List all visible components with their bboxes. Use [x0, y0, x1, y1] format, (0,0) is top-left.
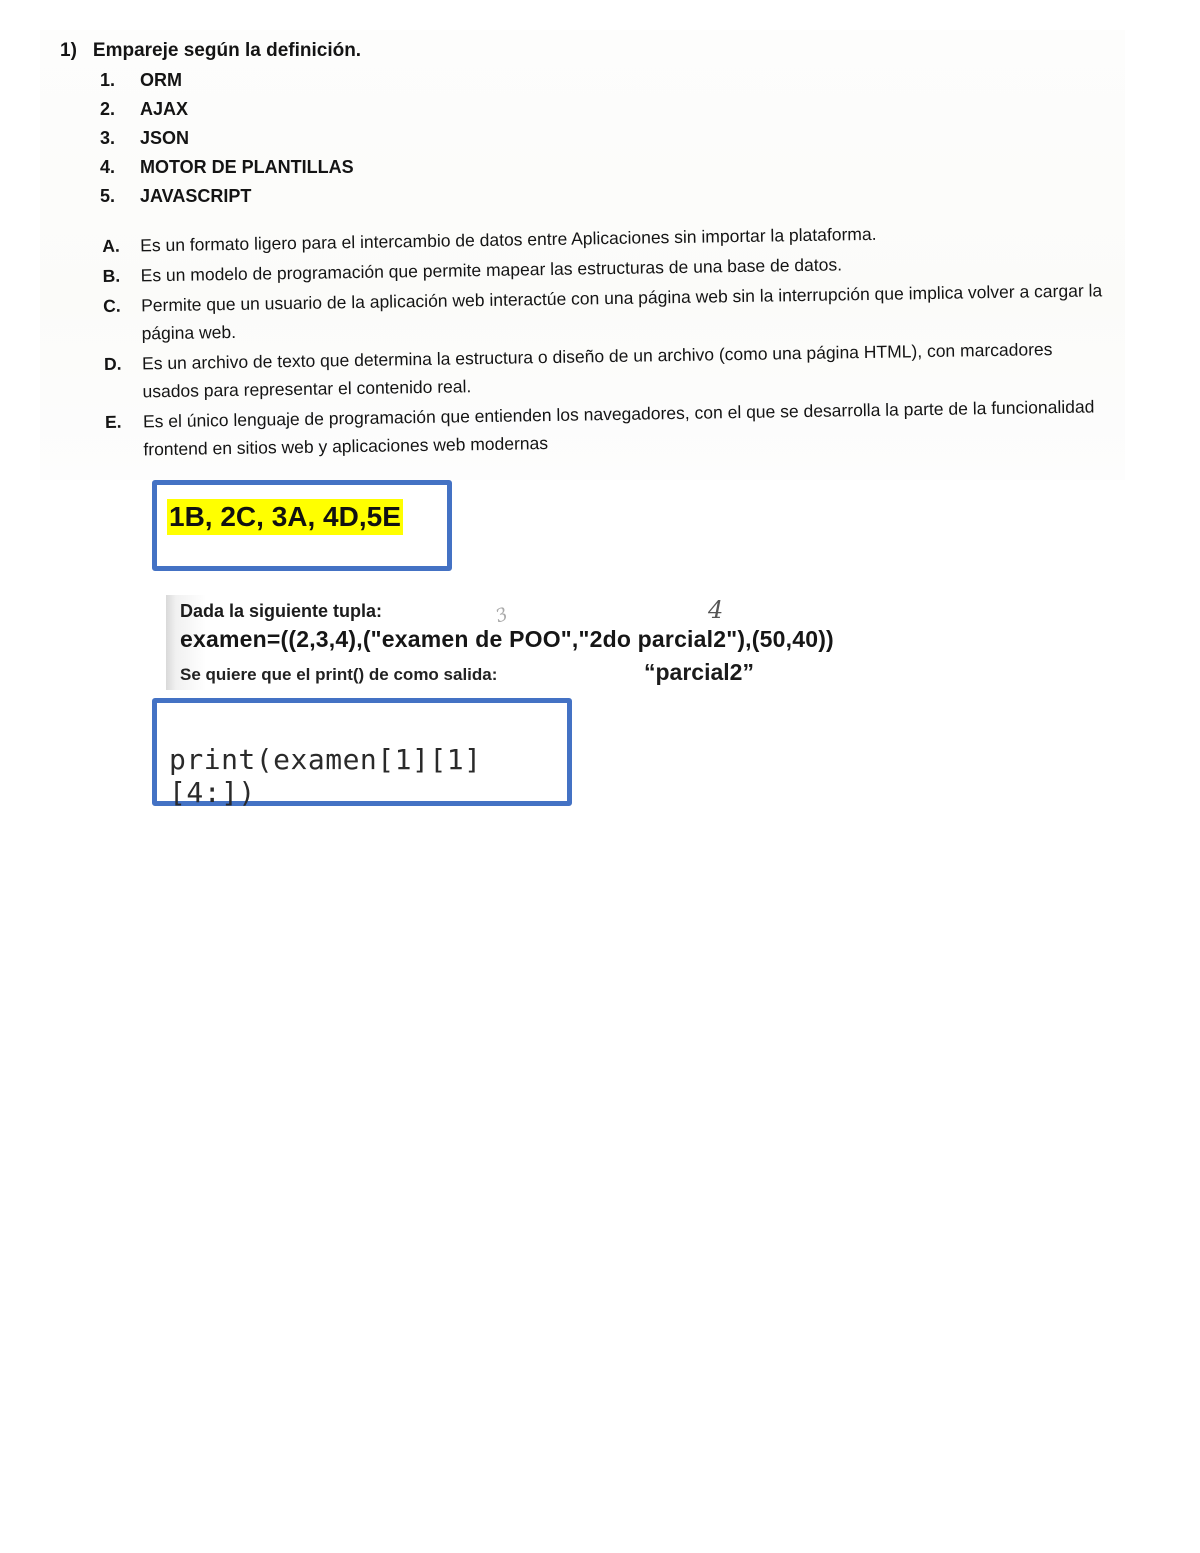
term-number: 1.	[100, 70, 116, 90]
definition-letter: D.	[103, 353, 122, 374]
question-number: 1)	[60, 40, 77, 61]
definition-text: Es un archivo de texto que determina la estructura o diseño de un archivo (como una página HTML), con marcadores usados para representar el contenido real.	[141, 339, 1053, 402]
term-label: ORM	[140, 70, 182, 90]
term-item	[100, 99, 354, 128]
answer-box-1	[152, 480, 452, 571]
term-item	[100, 128, 354, 157]
term-number: 5.	[100, 186, 116, 206]
tuple-intro: Dada la siguiente tupla:	[180, 601, 383, 621]
definition-letter: E.	[104, 411, 122, 432]
terms-list	[100, 70, 354, 215]
tuple-code: examen=((2,3,4),("examen de POO","2do parcial2"),(50,40))	[180, 626, 834, 652]
term-label: JSON	[140, 128, 190, 148]
definition-letter: B.	[102, 265, 121, 286]
answer-box-2	[152, 698, 572, 809]
term-label: AJAX	[140, 99, 189, 119]
term-number: 4.	[100, 157, 116, 177]
expected-output: “parcial2”	[644, 659, 754, 685]
term-label: JAVASCRIPT	[140, 186, 252, 206]
definition-text: Es el único lenguaje de programación que entienden los navegadores, con el que se desarrolla la parte de la funcionalidad frontend en sitios web y aplicaciones web modernas	[142, 396, 1095, 460]
answer-2-code: print(examen[1][1][4:])	[169, 743, 482, 809]
definition-text: Es un formato ligero para el intercambio de datos entre Aplicaciones sin importar la plataforma.	[140, 223, 877, 256]
definition-text: Permite que un usuario de la aplicación web interactúe con una página web sin la interrupción que implica volver a cargar la página web.	[141, 280, 1103, 344]
answer-1-text: 1B, 2C, 3A, 4D,5E	[167, 499, 403, 535]
term-item	[100, 70, 354, 99]
term-item	[100, 157, 354, 186]
definition-letter: A.	[102, 235, 120, 256]
definition-letter: C.	[103, 295, 121, 316]
handwritten-mark: 4	[708, 596, 724, 624]
output-prompt: Se quiere que el print() de como salida:	[180, 665, 498, 684]
question-1-heading	[60, 40, 361, 62]
definitions-list	[102, 216, 1106, 466]
term-number: 2.	[100, 99, 116, 119]
term-item	[100, 186, 354, 215]
handwritten-mark: 3	[492, 603, 511, 628]
question-prompt: Empareje según la definición.	[92, 40, 362, 61]
term-label: MOTOR DE PLANTILLAS	[140, 157, 354, 177]
definition-text: Es un modelo de programación que permite mapear las estructuras de una base de datos.	[140, 254, 843, 286]
term-number: 3.	[100, 128, 116, 148]
